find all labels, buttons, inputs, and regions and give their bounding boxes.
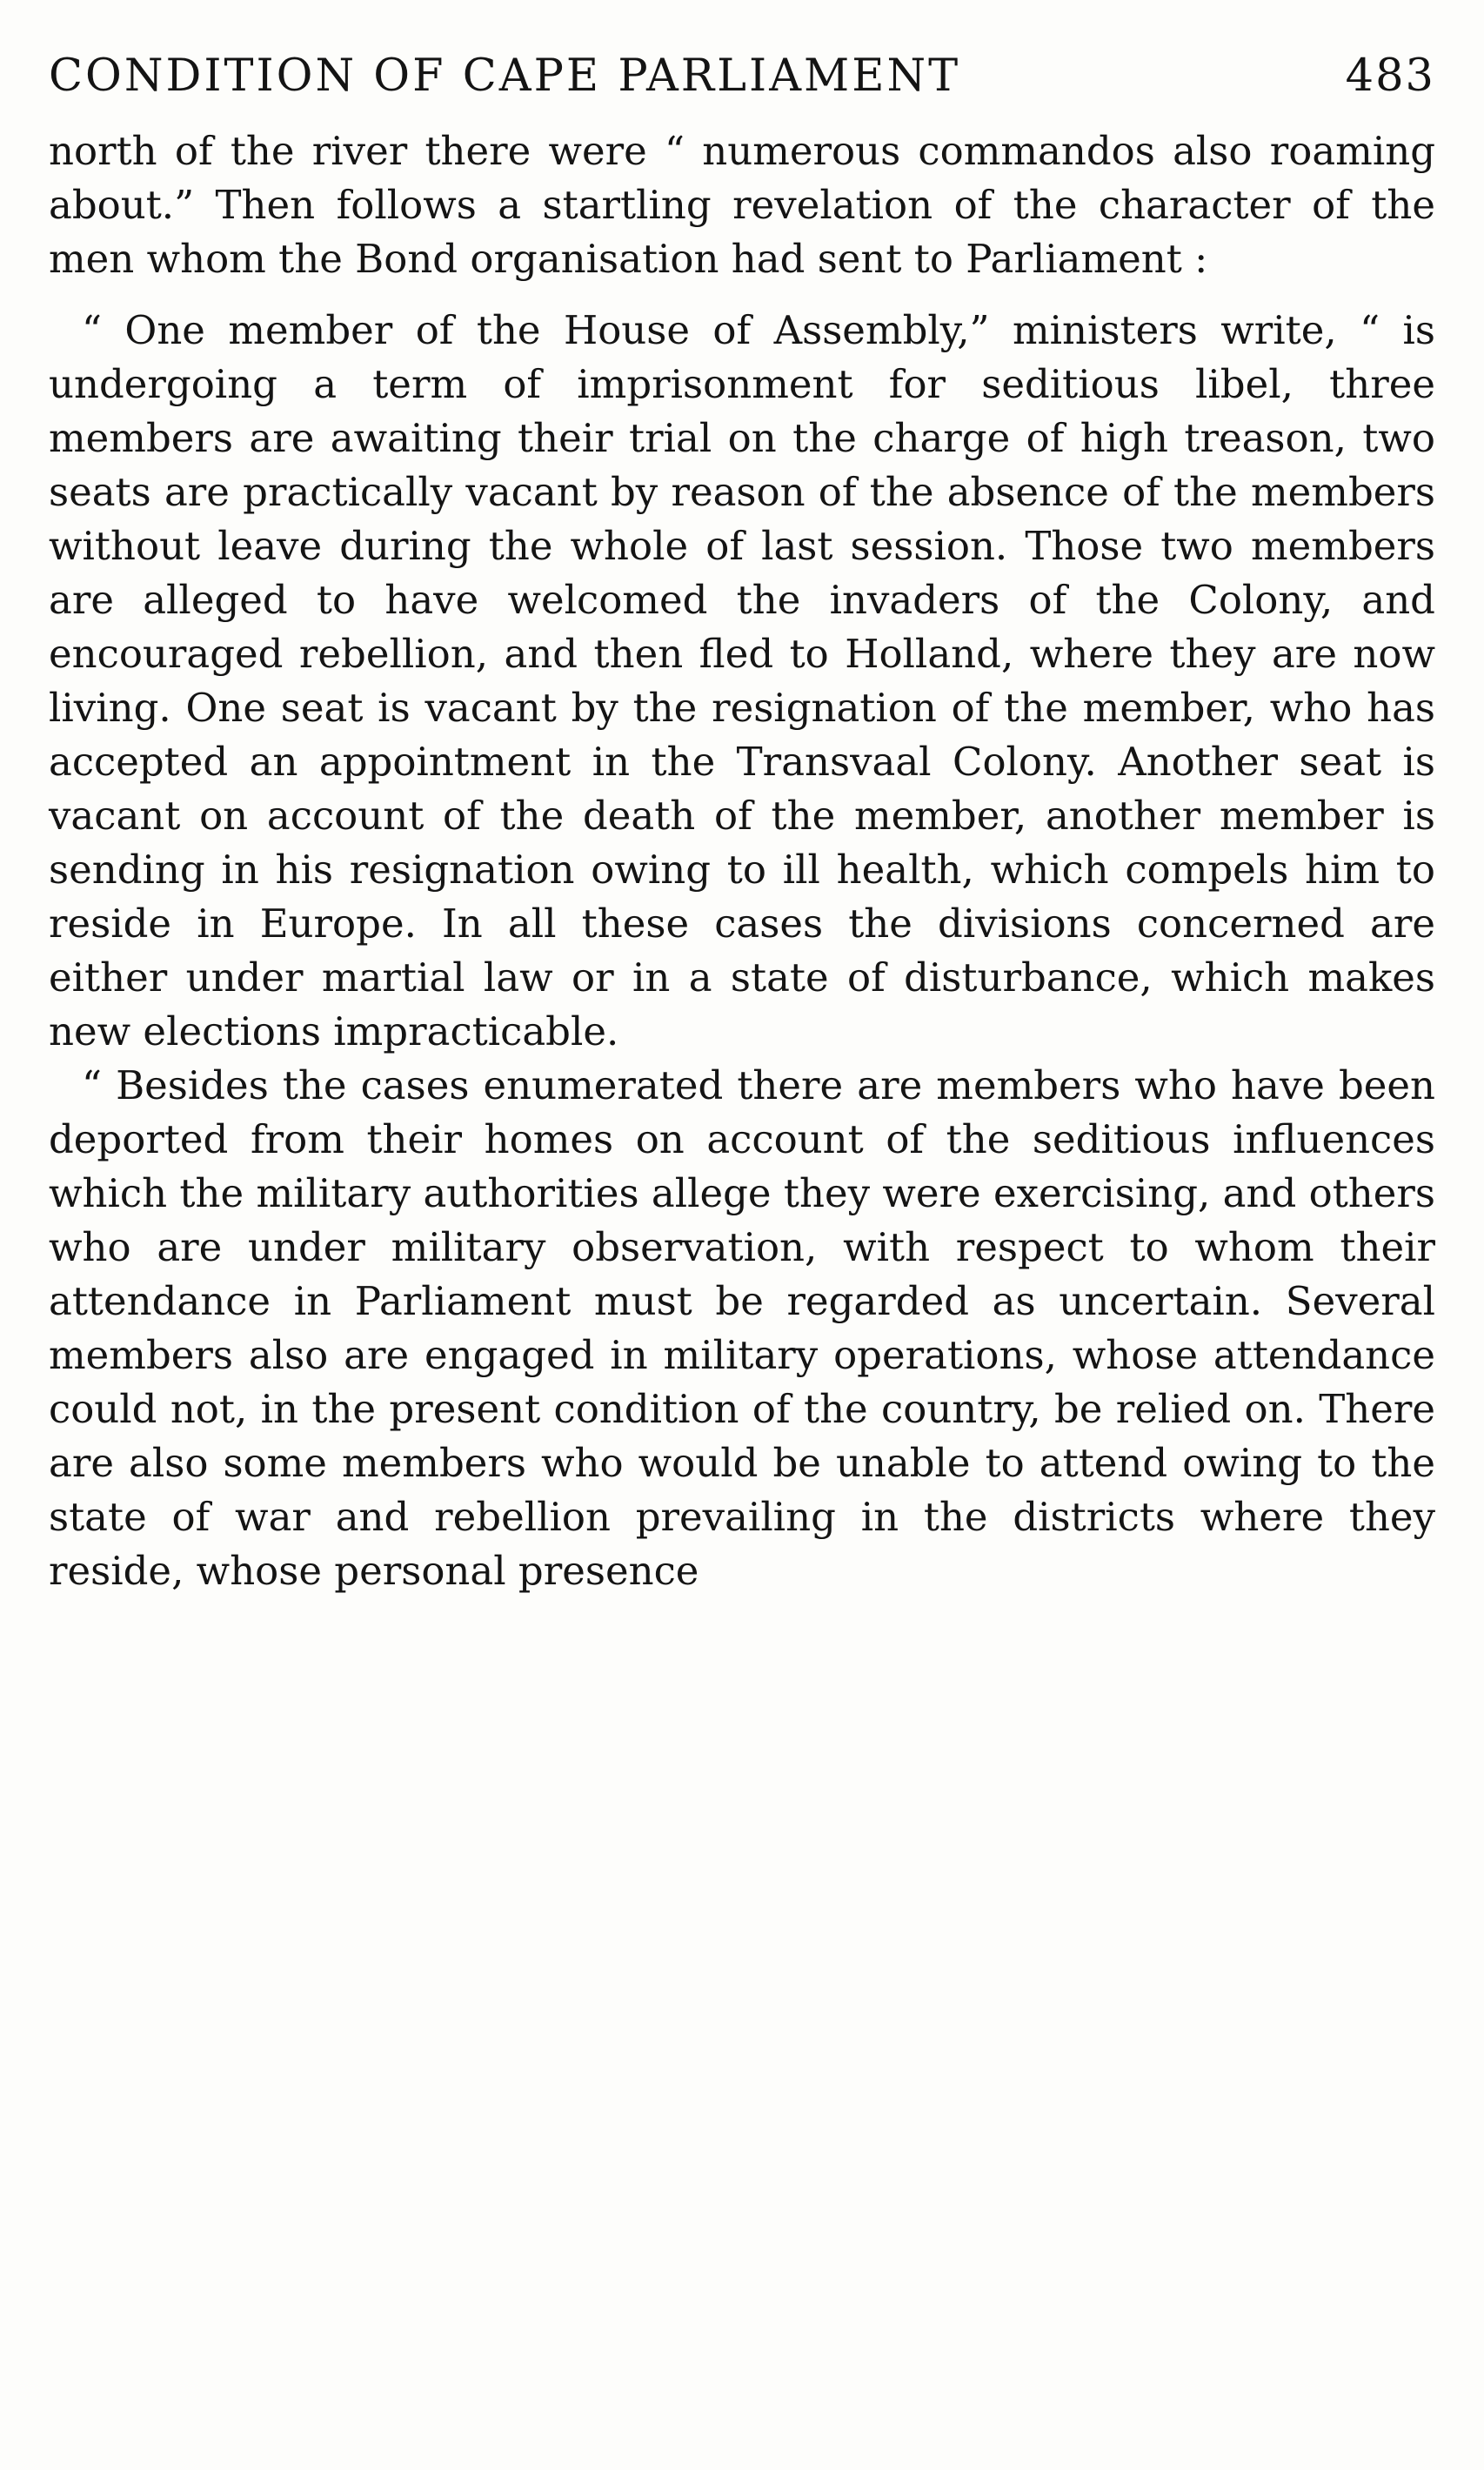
- paragraph-quote-1: “ One member of the House of Assembly,” ministers write, “ is undergoing a term of imprisonment for seditious libel, three members are awaiting their trial on the charge of high treason, two seats are practically vacant by reason of the absence of the members without leave during the whole of last session. Those two members are alleged to have welcomed the invaders of the Colony, and encouraged rebellion, and then fled to Holland, where they are now living. One seat is vacant by the resignation of the member, who has accepted an appointment in the Transvaal Colony. Another seat is vacant on account of the death of the member, another member is sending in his resignation owing to ill health, which compels him to reside in Europe. In all these cases the divisions concerned are either under martial law or in a state of disturbance, which makes new elections impracticable.: [49, 307, 1435, 1054]
- paragraph-opening: north of the river there were “ numerous commandos also roaming about.” Then follows a startling revelation of the character of the men whom the Bond organisation had sent to Parliament :: [49, 128, 1435, 282]
- paragraph-quote-2: “ Besides the cases enumerated there are members who have been deported from their homes on account of the seditious influences which the military authorities allege they were exercising, and others who are under military observation, with respect to whom their attendance in Parliament must be regarded as uncertain. Several members also are engaged in military operations, whose attendance could not, in the present condition of the country, be relied on. There are also some members who would be unable to attend owing to the state of war and rebellion prevailing in the districts where they reside, whose personal presence: [49, 1062, 1435, 1594]
- running-head-title: CONDITION OF CAPE PARLIAMENT: [49, 50, 961, 102]
- running-head: [49, 50, 1435, 102]
- body-text: [49, 124, 1435, 1598]
- page-number: 483: [1345, 50, 1435, 102]
